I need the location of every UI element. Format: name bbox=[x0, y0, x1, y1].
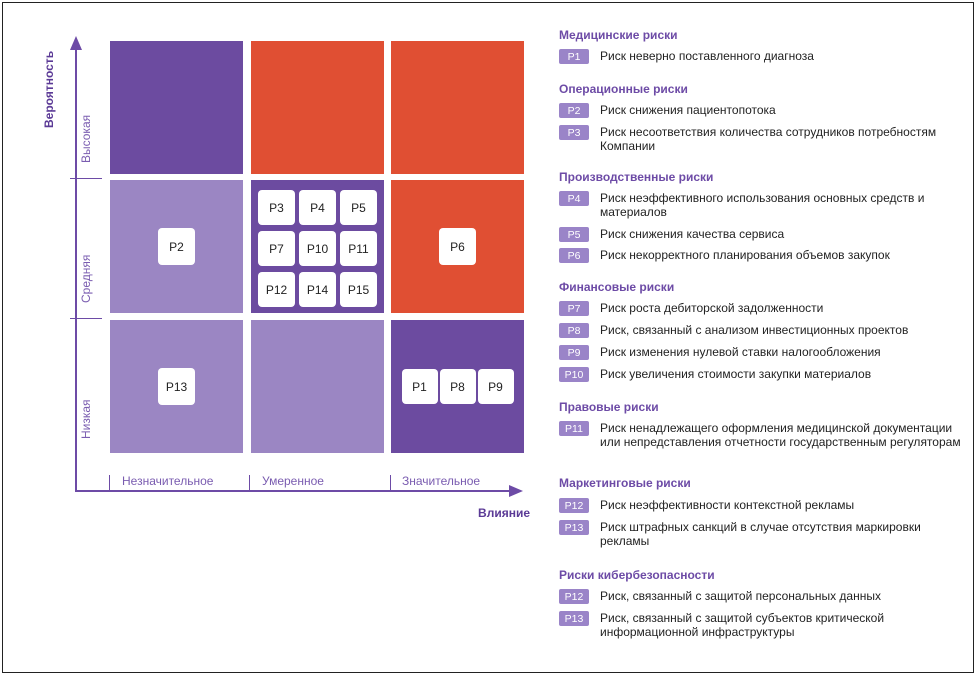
y-axis-line bbox=[75, 48, 77, 492]
legend-category-title: Риски кибербезопасности bbox=[559, 568, 715, 582]
legend-category-title: Медицинские риски bbox=[559, 28, 678, 42]
risk-description: Риск ненадлежащего оформления медицинской документации или непредставления отчетности государственным регуляторам bbox=[600, 421, 961, 449]
risk-description: Риск несоответствия количества сотрудников потребностям Компании bbox=[600, 125, 937, 153]
x-separator bbox=[390, 475, 391, 490]
matrix-cell-high-moderate bbox=[251, 41, 384, 174]
risk-code-badge: P13 bbox=[559, 611, 589, 626]
matrix-cell-low-significant bbox=[391, 320, 524, 453]
risk-chip-p8: P8 bbox=[440, 369, 476, 404]
risk-chip-p14: P14 bbox=[299, 272, 336, 307]
risk-code-badge: P3 bbox=[559, 125, 589, 140]
risk-code-badge: P2 bbox=[559, 103, 589, 118]
risk-description: Риск снижения пациентопотока bbox=[600, 103, 776, 117]
risk-code-badge: P6 bbox=[559, 248, 589, 263]
x-axis-label: Влияние bbox=[478, 506, 530, 520]
y-axis-label: Вероятность bbox=[42, 50, 56, 128]
x-category-moderate: Умеренное bbox=[262, 474, 324, 488]
risk-description: Риск, связанный с анализом инвестиционных проектов bbox=[600, 323, 909, 337]
risk-code-badge: P1 bbox=[559, 49, 589, 64]
x-category-significant: Значительное bbox=[402, 474, 481, 488]
risk-description: Риск, связанный с защитой субъектов критической информационной инфраструктуры bbox=[600, 611, 885, 639]
risk-chip-p11: P11 bbox=[340, 231, 377, 266]
risk-code-badge: P8 bbox=[559, 323, 589, 338]
risk-description: Риск изменения нулевой ставки налогообложения bbox=[600, 345, 881, 359]
x-separator bbox=[249, 475, 250, 490]
risk-code-badge: P12 bbox=[559, 589, 589, 604]
risk-code-badge: P4 bbox=[559, 191, 589, 206]
risk-code-badge: P9 bbox=[559, 345, 589, 360]
matrix-cell-low-moderate bbox=[251, 320, 384, 453]
matrix-cell-low-insignificant bbox=[110, 320, 243, 453]
legend-category-title: Производственные риски bbox=[559, 170, 714, 184]
risk-code-badge: P5 bbox=[559, 227, 589, 242]
risk-description: Риск снижения качества сервиса bbox=[600, 227, 785, 241]
x-category-insignificant: Незначительное bbox=[122, 474, 214, 488]
legend-category-title: Операционные риски bbox=[559, 82, 688, 96]
risk-chip-p9: P9 bbox=[478, 369, 514, 404]
risk-code-badge: P11 bbox=[559, 421, 589, 436]
matrix-cell-medium-moderate bbox=[251, 180, 384, 313]
matrix-cell-medium-insignificant bbox=[110, 180, 243, 313]
risk-chip-p2: P2 bbox=[158, 228, 195, 265]
risk-description: Риск увеличения стоимости закупки материалов bbox=[600, 367, 872, 381]
y-category-high: Высокая bbox=[79, 114, 93, 164]
risk-chip-p12: P12 bbox=[258, 272, 295, 307]
risk-chip-p10: P10 bbox=[299, 231, 336, 266]
x-axis-line bbox=[75, 490, 511, 492]
y-separator bbox=[75, 178, 102, 179]
risk-code-badge: P7 bbox=[559, 301, 589, 316]
risk-chip-p3: P3 bbox=[258, 190, 295, 225]
y-category-medium: Средняя bbox=[79, 254, 93, 304]
y-category-low: Низкая bbox=[79, 399, 93, 440]
risk-description: Риск неэффективного использования основных средств и материалов bbox=[600, 191, 925, 219]
legend-category-title: Финансовые риски bbox=[559, 280, 675, 294]
risk-code-badge: P12 bbox=[559, 498, 589, 513]
risk-description: Риск штрафных санкций в случае отсутствия маркировки рекламы bbox=[600, 520, 921, 548]
risk-chip-p4: P4 bbox=[299, 190, 336, 225]
risk-chip-p1: P1 bbox=[402, 369, 438, 404]
risk-chip-p7: P7 bbox=[258, 231, 295, 266]
x-axis-arrow bbox=[509, 485, 523, 497]
risk-chip-p15: P15 bbox=[340, 272, 377, 307]
matrix-cell-medium-significant bbox=[391, 180, 524, 313]
risk-description: Риск неэффективности контекстной рекламы bbox=[600, 498, 855, 512]
y-axis-arrow bbox=[70, 36, 82, 50]
risk-description: Риск, связанный с защитой персональных данных bbox=[600, 589, 881, 603]
risk-description: Риск неверно поставленного диагноза bbox=[600, 49, 814, 63]
risk-chip-p6: P6 bbox=[439, 228, 476, 265]
legend-category-title: Маркетинговые риски bbox=[559, 476, 691, 490]
risk-code-badge: P13 bbox=[559, 520, 589, 535]
risk-code-badge: P10 bbox=[559, 367, 589, 382]
risk-description: Риск некорректного планирования объемов закупок bbox=[600, 248, 890, 262]
y-separator bbox=[75, 318, 102, 319]
matrix-cell-high-insignificant bbox=[110, 41, 243, 174]
risk-description: Риск роста дебиторской задолженности bbox=[600, 301, 824, 315]
matrix-cell-high-significant bbox=[391, 41, 524, 174]
x-separator bbox=[109, 475, 110, 490]
legend-category-title: Правовые риски bbox=[559, 400, 659, 414]
risk-chip-p13: P13 bbox=[158, 368, 195, 405]
risk-chip-p5: P5 bbox=[340, 190, 377, 225]
